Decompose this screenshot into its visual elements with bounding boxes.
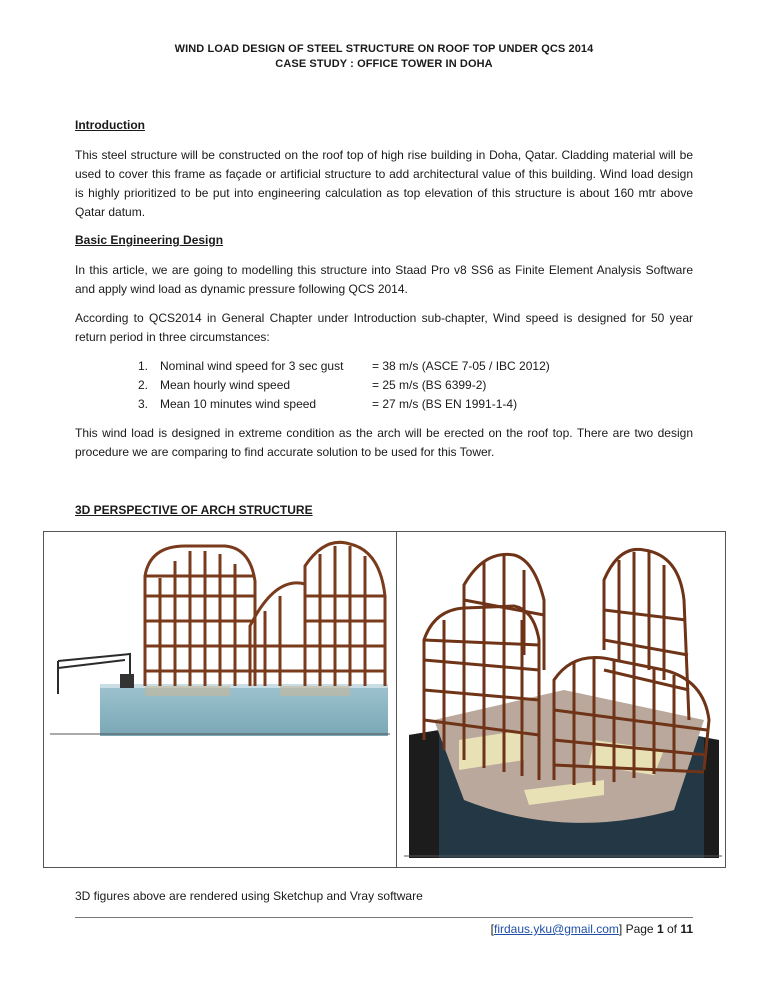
page-footer: [firdaus.yku@gmail.com] Page 1 of 11 [490,922,693,936]
figure-caption: 3D figures above are rendered using Sketchup and Vray software [75,889,423,903]
figure-divider [396,532,397,867]
introduction-heading: Introduction [75,118,145,132]
author-email-link[interactable]: firdaus.yku@gmail.com [494,922,619,936]
perspective-heading: 3D PERSPECTIVE OF ARCH STRUCTURE [75,503,313,517]
footer-divider [75,917,693,918]
figure-table [43,531,726,868]
basic-design-paragraph-2: According to QCS2014 in General Chapter under Introduction sub-chapter, Wind speed is designed for 50 year return period in three circumstances: [75,311,693,344]
basic-design-paragraph-1: In this article, we are going to modelling this structure into Staad Pro v8 SS6 as Finite Element Analysis Software and apply wind load as dynamic pressure following QCS 2014. [75,263,693,296]
page-total: 11 [680,922,693,936]
basic-design-paragraph-3: This wind load is designed in extreme condition as the arch will be erected on the roof top. There are two design procedure we are comparing to find accurate solution to be used for this Tower. [75,426,693,459]
basic-design-heading: Basic Engineering Design [75,233,224,247]
page-number: 1 [656,922,664,936]
arch-render-side-image [50,536,390,736]
introduction-paragraph: This steel structure will be constructed on the roof top of high rise building in Doha, Qatar. Cladding material will be used to cover this frame as façade or artificial structure to add architectural value of this building. Wind load design is highly prioritized to be put into engineering calculation as top elevation of this structure is about 160 mtr above Qatar datum. [75,148,693,219]
document-subtitle: CASE STUDY : OFFICE TOWER IN DOHA [275,58,493,70]
wind-speed-list [138,357,550,414]
list-item: 3. Mean 10 minutes wind speed = 27 m/s (BS EN 1991-1-4) [138,397,518,411]
arch-render-perspective-image [404,540,722,858]
list-item: 2. Mean hourly wind speed = 25 m/s (BS 6399-2) [138,378,487,392]
list-item: 1. Nominal wind speed for 3 sec gust = 38 m/s (ASCE 7-05 / IBC 2012) [138,359,550,373]
document-title: WIND LOAD DESIGN OF STEEL STRUCTURE ON ROOF TOP UNDER QCS 2014 [174,43,594,55]
